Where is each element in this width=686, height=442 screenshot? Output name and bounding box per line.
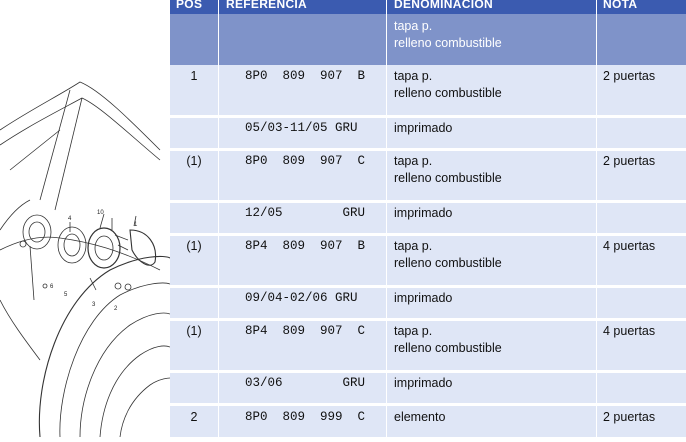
row-referencia: 8P0 809 907 B (245, 69, 366, 83)
header-denominacion: DENOMINACION (394, 0, 493, 11)
row-referencia: 03/06 GRU (245, 376, 366, 390)
row-denominacion-1: tapa p. (394, 239, 433, 253)
row-referencia: 12/05 GRU (245, 206, 366, 220)
header-referencia: REFERENCIA (226, 0, 308, 11)
row-divider (170, 233, 686, 236)
diagram-label-3: 3 (92, 302, 96, 308)
row-pos: 1 (190, 69, 198, 83)
row-referencia: 09/04-02/06 GRU (245, 291, 358, 305)
row-pos: 2 (190, 410, 198, 424)
row-denominacion-1: imprimado (394, 121, 453, 135)
row-divider (170, 285, 686, 288)
row-divider (170, 115, 686, 118)
diagram-label-5: 5 (64, 292, 68, 298)
col-divider (596, 0, 597, 437)
row-pos: (1) (186, 154, 202, 168)
parts-table (170, 0, 686, 437)
diagram-label-6: 6 (50, 284, 54, 290)
fuel-door-exploded-drawing (0, 0, 170, 437)
row-denominacion-2: relleno combustible (394, 341, 502, 355)
row-denominacion-1: elemento (394, 410, 446, 424)
row-divider (170, 403, 686, 406)
diagram-label-10: 10 (97, 210, 104, 216)
row-referencia: 8P4 809 907 B (245, 239, 366, 253)
row-denominacion-1: tapa p. (394, 154, 433, 168)
row-pos: (1) (186, 324, 202, 338)
row-divider (170, 200, 686, 203)
row-denominacion-1: tapa p. (394, 324, 433, 338)
diagram-label-4: 4 (68, 216, 72, 222)
row-referencia: 8P0 809 999 C (245, 410, 366, 424)
diagram-label-1: 1 (134, 222, 138, 228)
row-denominacion-1: imprimado (394, 206, 453, 220)
parts-diagram (0, 0, 170, 437)
row-divider (170, 318, 686, 321)
table-header (170, 0, 686, 14)
diagram-label-2: 2 (114, 306, 118, 312)
row-divider (170, 370, 686, 373)
row-denominacion-2: relleno combustible (394, 86, 502, 100)
subheader-denominacion-1: tapa p. (394, 19, 433, 33)
row-denominacion-2: relleno combustible (394, 256, 502, 270)
row-referencia: 8P4 809 907 C (245, 324, 366, 338)
row-denominacion-1: imprimado (394, 376, 453, 390)
row-nota: 2 puertas (603, 410, 656, 424)
subheader-denominacion-2: relleno combustible (394, 36, 502, 50)
row-nota: 2 puertas (603, 69, 656, 83)
col-divider (218, 0, 219, 437)
header-pos: POS (176, 0, 203, 11)
row-nota: 4 puertas (603, 324, 656, 338)
row-nota: 4 puertas (603, 239, 656, 253)
col-divider (386, 0, 387, 437)
row-denominacion-1: imprimado (394, 291, 453, 305)
row-denominacion-2: relleno combustible (394, 171, 502, 185)
row-referencia: 8P0 809 907 C (245, 154, 366, 168)
row-nota: 2 puertas (603, 154, 656, 168)
row-pos: (1) (186, 239, 202, 253)
row-referencia: 05/03-11/05 GRU (245, 121, 358, 135)
row-denominacion-1: tapa p. (394, 69, 433, 83)
header-nota: NOTA (603, 0, 638, 11)
row-divider (170, 148, 686, 151)
